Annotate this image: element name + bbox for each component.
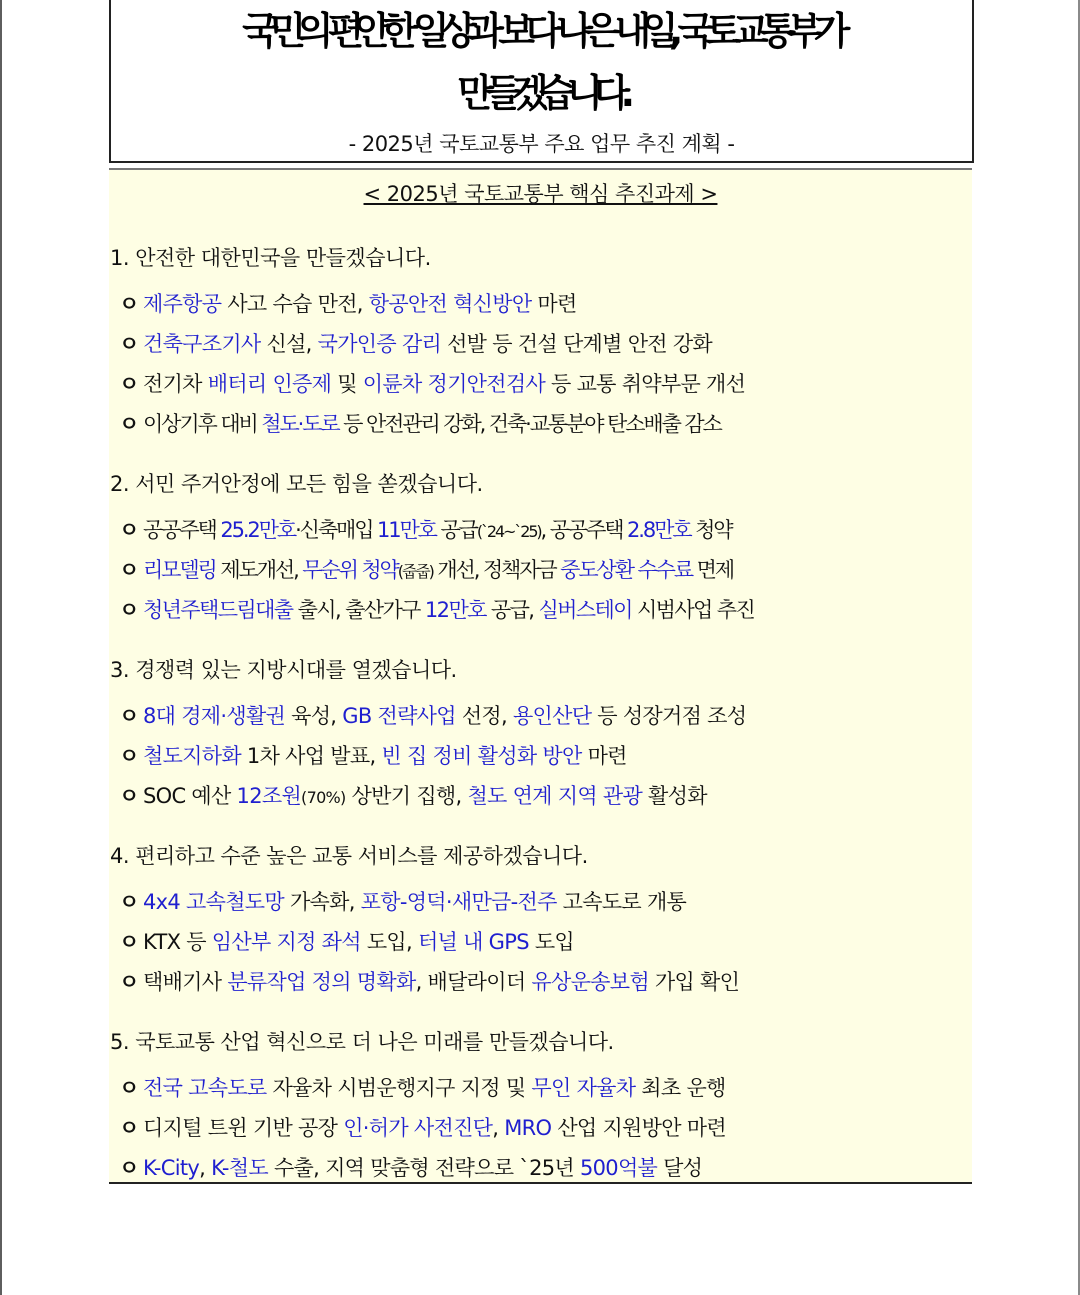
bullet-icon: ㅇ (119, 598, 138, 622)
bullet-icon: ㅇ (119, 558, 138, 582)
list-item: ㅇ 디지털 트윈 기반 공장 인·허가 사전진단, MRO 산업 지원방안 마련 (119, 1112, 726, 1142)
title-box (109, 0, 974, 163)
list-item: ㅇ 건축구조기사 신설, 국가인증 감리 선발 등 건설 단계별 안전 강화 (119, 328, 712, 358)
list-item: ㅇ 청년주택드림대출 출시, 출산가구 12만호 공급, 실버스테이 시범사업 추진 (119, 594, 754, 624)
bullet-icon: ㅇ (119, 518, 138, 542)
bottom-rule (109, 1182, 972, 1184)
section-1-title: 1. 안전한 대한민국을 만들겠습니다. (110, 246, 431, 270)
bullet-icon: ㅇ (119, 332, 139, 356)
list-item: ㅇ 철도지하화 1차 사업 발표, 빈 집 정비 활성화 방안 마련 (119, 740, 627, 770)
section-3-title: 3. 경쟁력 있는 지방시대를 열겠습니다. (110, 658, 457, 682)
list-item: ㅇ KTX 등 임산부 지정 좌석 도입, 터널 내 GPS 도입 (119, 926, 574, 956)
window-left-edge (0, 0, 2, 1295)
list-item: ㅇ 제주항공 사고 수습 만전, 항공안전 혁신방안 마련 (119, 288, 577, 318)
list-item: ㅇ 전국 고속도로 자율차 시범운행지구 지정 및 무인 자율차 최초 운행 (119, 1072, 726, 1102)
page-title-line-2: 만들겠습니다. (457, 71, 626, 115)
page-subtitle: - 2025년 국토교통부 주요 업무 추진 계획 - (348, 132, 735, 156)
list-item: ㅇ 택배기사 분류작업 정의 명확화, 배달라이더 유상운송보험 가입 확인 (119, 966, 739, 996)
list-item: ㅇ 전기차 배터리 인증제 및 이륜차 정기안전검사 등 교통 취약부문 개선 (119, 368, 745, 398)
section-2-title: 2. 서민 주거안정에 모든 힘을 쏟겠습니다. (110, 472, 483, 496)
list-item: ㅇ 공공주택 25.2만호·신축매입 11만호 공급(`24~`25), 공공주택 2.8만호 청약 (119, 514, 731, 544)
bullet-icon: ㅇ (119, 890, 139, 914)
bullet-icon: ㅇ (119, 1156, 139, 1180)
section-4-title: 4. 편리하고 수준 높은 교통 서비스를 제공하겠습니다. (110, 844, 588, 868)
bullet-icon: ㅇ (119, 412, 138, 436)
bullet-icon: ㅇ (119, 930, 139, 954)
list-item: ㅇ 8대 경제·생활권 육성, GB 전략사업 선정, 용인산단 등 성장거점 조성 (119, 700, 746, 730)
page-title-line-1: 국민의 편안한 일상과 보다 나은 내일, 국토교통부가 (242, 9, 841, 53)
list-item: ㅇ K-City, K-철도 수출, 지역 맞춤형 전략으로 `25년 500억불 달성 (119, 1152, 702, 1182)
list-item: ㅇ 리모델링 제도개선, 무순위 청약(줍줍) 개선, 정책자금 중도상환 수수료 면제 (119, 554, 733, 584)
section-heading: < 2025년 국토교통부 핵심 추진과제 > (363, 182, 718, 206)
bullet-icon: ㅇ (119, 744, 139, 768)
list-item: ㅇ 4x4 고속철도망 가속화, 포항-영덕·새만금-전주 고속도로 개통 (119, 886, 686, 916)
bullet-icon: ㅇ (119, 704, 139, 728)
list-item: ㅇ SOC 예산 12조원(70%) 상반기 집행, 철도 연계 지역 관광 활성화 (119, 780, 707, 810)
bullet-icon: ㅇ (119, 292, 139, 316)
content-panel (109, 168, 972, 1184)
bullet-icon: ㅇ (119, 372, 139, 396)
bullet-icon: ㅇ (119, 970, 139, 994)
bullet-icon: ㅇ (119, 1076, 139, 1100)
bullet-icon: ㅇ (119, 784, 139, 808)
bullet-icon: ㅇ (119, 1116, 139, 1140)
section-5-title: 5. 국토교통 산업 혁신으로 더 나은 미래를 만들겠습니다. (110, 1030, 614, 1054)
list-item: ㅇ 이상기후 대비 철도·도로 등 안전관리 강화, 건축·교통분야 탄소배출 감소 (119, 408, 721, 438)
